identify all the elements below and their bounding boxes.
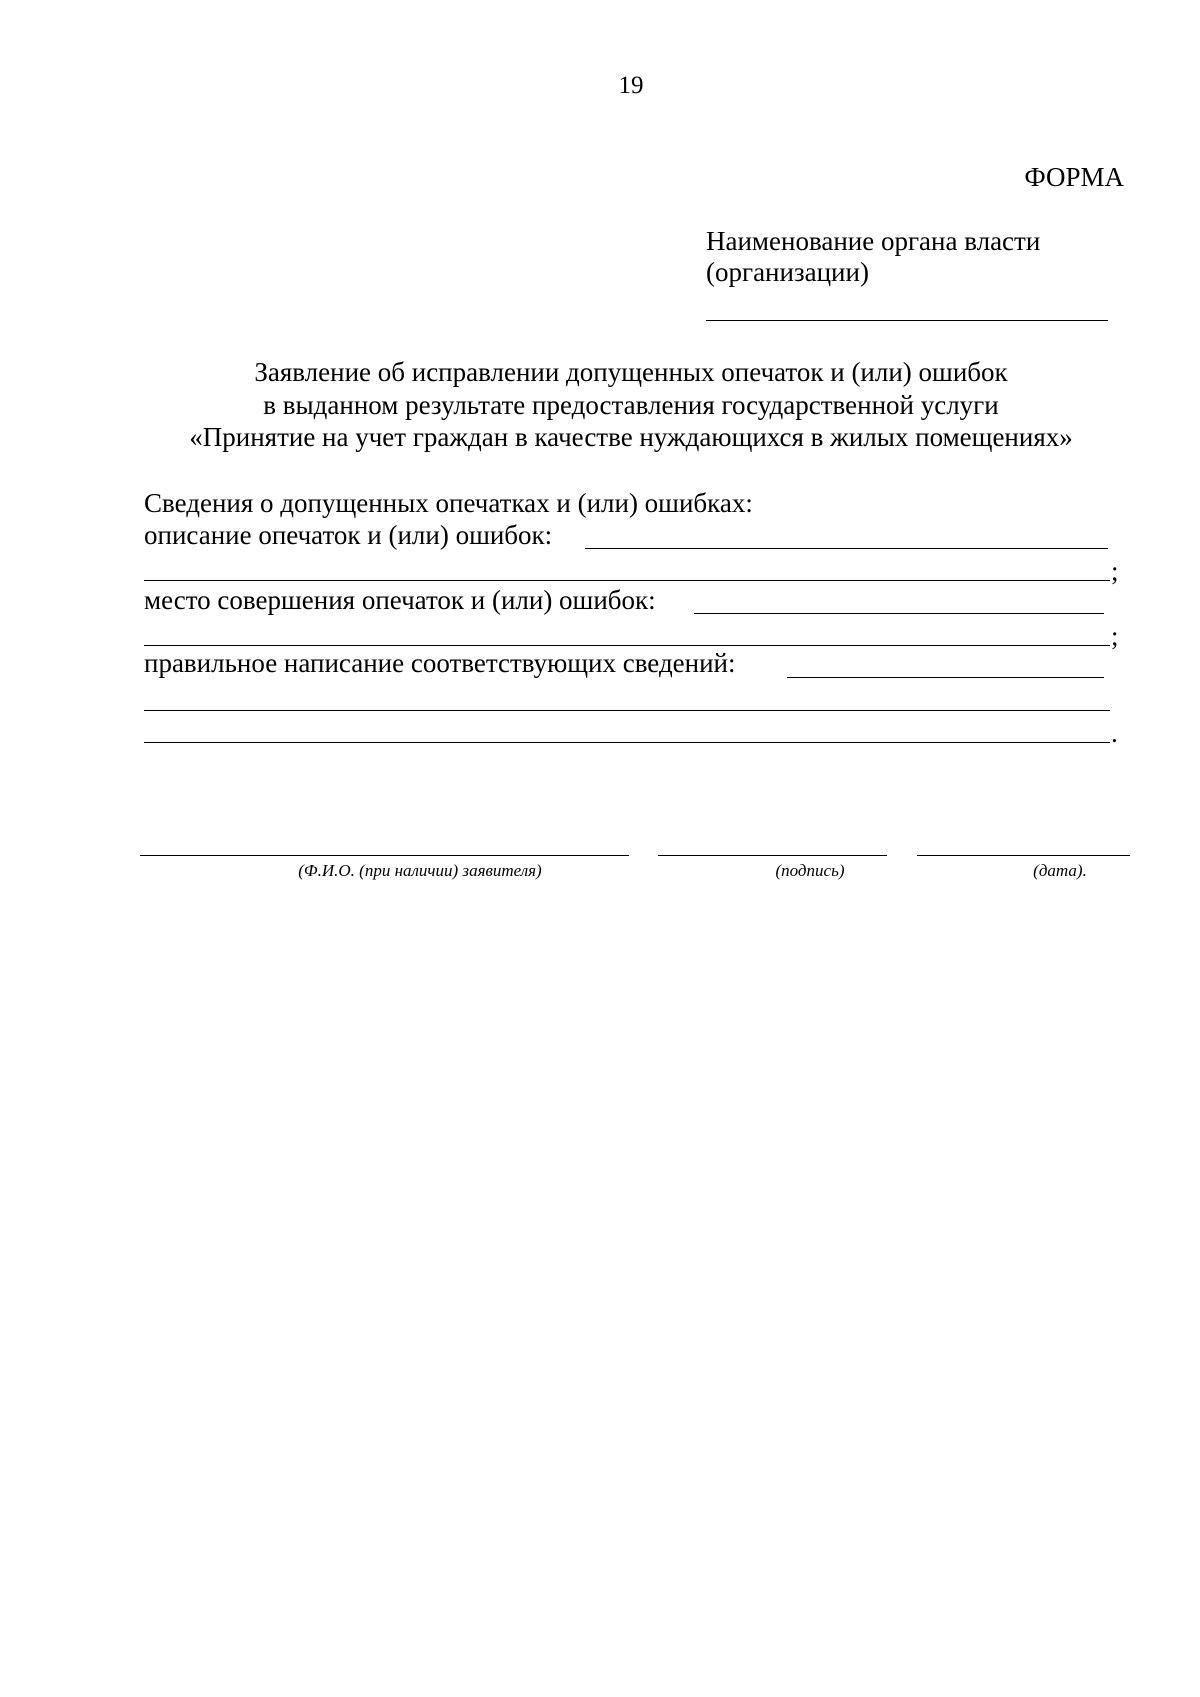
title-line-2: в выданном результате предоставления государственной услуги <box>263 389 999 420</box>
page-number: 19 <box>618 72 644 99</box>
document-title <box>0 356 1200 454</box>
name-signature-line[interactable] <box>140 855 629 856</box>
correct-field-1[interactable] <box>787 677 1104 678</box>
place-field-2[interactable] <box>144 645 1110 646</box>
name-caption: (Ф.И.О. (при наличии) заявителя) <box>298 861 542 880</box>
signature-line[interactable] <box>658 855 887 856</box>
addressee-line-1: Наименование органа власти <box>706 226 1041 256</box>
place-label: место совершения опечаток и (или) ошибок: <box>144 585 656 615</box>
correct-field-3[interactable] <box>144 742 1110 743</box>
addressee-block <box>706 226 1040 288</box>
form-label: ФОРМА <box>1024 162 1124 192</box>
description-field-2[interactable] <box>144 580 1110 581</box>
title-line-1: Заявление об исправлении допущенных опечаток и (или) ошибок <box>254 357 1008 387</box>
errors-heading: Сведения о допущенных опечатках и (или) ошибках: <box>144 488 753 518</box>
description-semicolon: ; <box>1111 556 1119 586</box>
signature-caption: (подпись) <box>775 861 845 880</box>
correct-label: правильное написание соответствующих сведений: <box>144 648 736 678</box>
title-line-3: «Принятие на учет граждан в качестве нуждающихся в жилых помещениях» <box>189 422 1073 452</box>
addressee-line-2: (организации) <box>706 257 869 287</box>
correct-field-2[interactable] <box>144 710 1110 711</box>
place-field-1[interactable] <box>694 613 1104 614</box>
place-semicolon: ; <box>1111 621 1119 651</box>
addressee-blank-line[interactable] <box>706 320 1108 321</box>
date-caption: (дата). <box>1033 861 1087 880</box>
date-signature-line[interactable] <box>917 855 1130 856</box>
correct-period: . <box>1111 718 1118 748</box>
description-label: описание опечаток и (или) ошибок: <box>144 520 553 550</box>
description-field-1[interactable] <box>585 548 1108 549</box>
